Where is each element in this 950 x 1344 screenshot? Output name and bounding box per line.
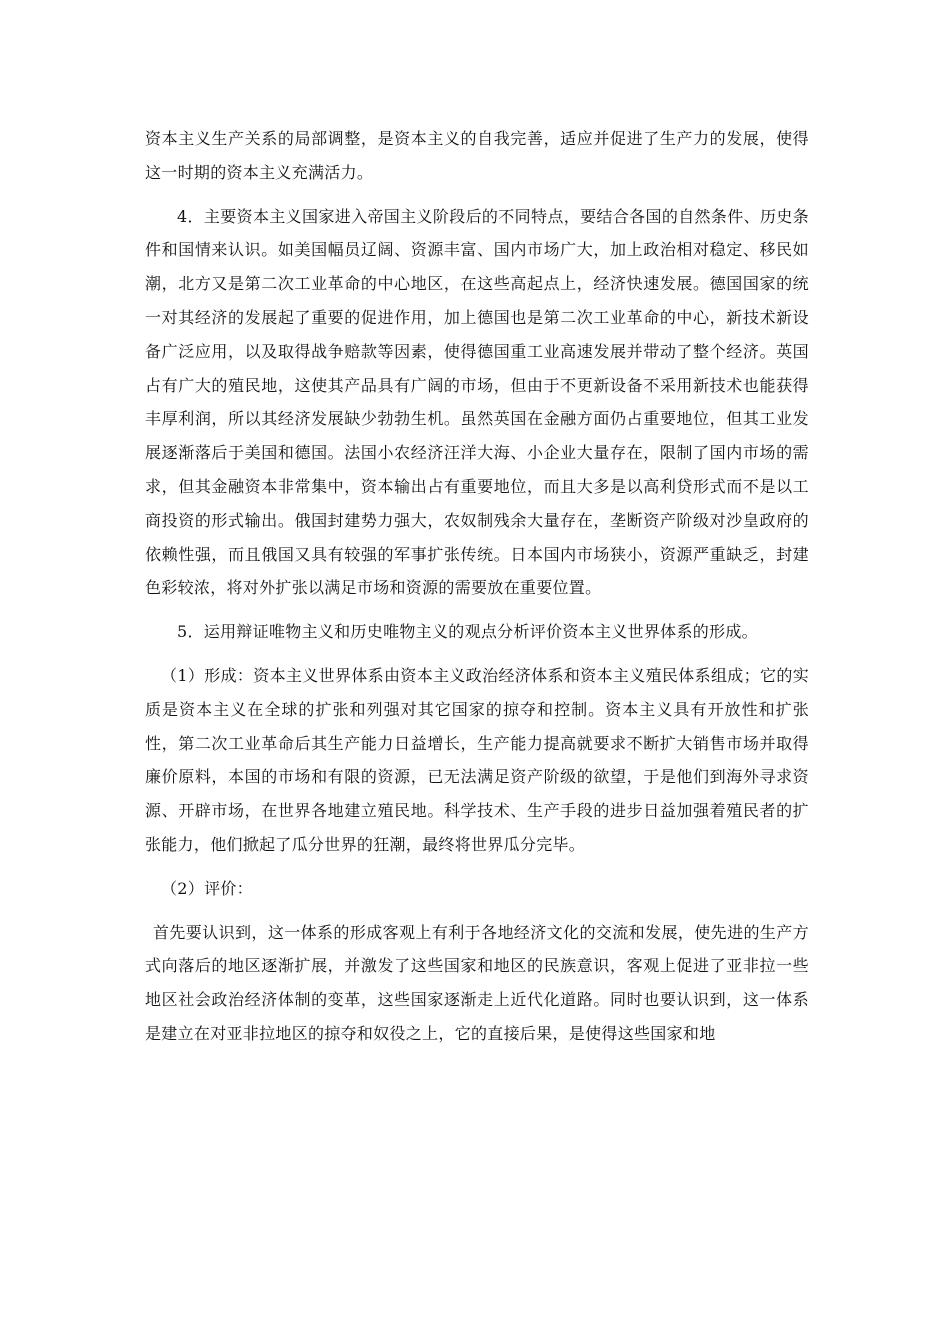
paragraph-evaluation: 首先要认识到，这一体系的形成客观上有利于各地经济文化的交流和发展，使先进的生产方式向落后的地区逐渐扩展，并激发了这些国家和地区的民族意识，客观上促进了亚非拉一些地区社会政治经济体制的变革，这些国家逐渐走上近代化道路。同时也要认识到，这一体系是建立在对亚非拉地区的掠夺和奴役之上，它的直接后果，是使得这些国家和地 [145, 922, 809, 1043]
paragraph-continuation: 资本主义生产关系的局部调整，是资本主义的自我完善，适应并促进了生产力的发展，使得这一时期的资本主义充满活力。 [145, 129, 809, 182]
paragraph-point-5: 5．运用辩证唯物主义和历史唯物主义的观点分析评价资本主义世界体系的形成。 [177, 622, 758, 642]
paragraph-evaluation-heading: （2）评价： [161, 878, 253, 898]
document-body [145, 122, 809, 1051]
paragraph-point-4: 4．主要资本主义国家进入帝国主义阶段后的不同特点，要结合各国的自然条件、历史条件和国情来认识。如美国幅员辽阔、资源丰富、国内市场广大，加上政治相对稳定、移民如潮，北方又是第二次工业革命的中心地区，在这些高起点上，经济快速发展。德国国家的统一对其经济的发展起了重要的促进作用，加上德国也是第二次工业革命的中心，新技术新设备广泛应用，以及取得战争赔款等因素，使得德国重工业高速发展并带动了整个经济。英国占有广大的殖民地，这使其产品具有广阔的市场，但由于不更新设备不采用新技术也能获得丰厚利润，所以其经济发展缺少勃勃生机。虽然英国在金融方面仍占重要地位，但其工业发展逐渐落后于美国和德国。法国小农经济汪洋大海、小企业大量存在，限制了国内市场的需求，但其金融资本非常集中，资本输出占有重要地位，而且大多是以高利贷形式而不是以工商投资的形式输出。俄国封建势力强大，农奴制残余大量存在，垄断资产阶级对沙皇政府的依赖性强，而且俄国又具有较强的军事扩张传统。日本国内市场狭小，资源严重缺乏，封建色彩较浓，将对外扩张以满足市场和资源的需要放在重要位置。 [145, 206, 809, 598]
paragraph-formation: （1）形成：资本主义世界体系由资本主义政治经济体系和资本主义殖民体系组成；它的实质是资本主义在全球的扩张和列强对其它国家的掠夺和控制。资本主义具有开放性和扩张性，第二次工业革命后其生产能力日益增长，生产能力提高就要求不断扩大销售市场并取得廉价原料，本国的市场和有限的资源，已无法满足资产阶级的欲望，于是他们到海外寻求资源、开辟市场，在世界各地建立殖民地。科学技术、生产手段的进步日益加强着殖民者的扩张能力，他们掀起了瓜分世界的狂潮，最终将世界瓜分完毕。 [145, 665, 809, 854]
